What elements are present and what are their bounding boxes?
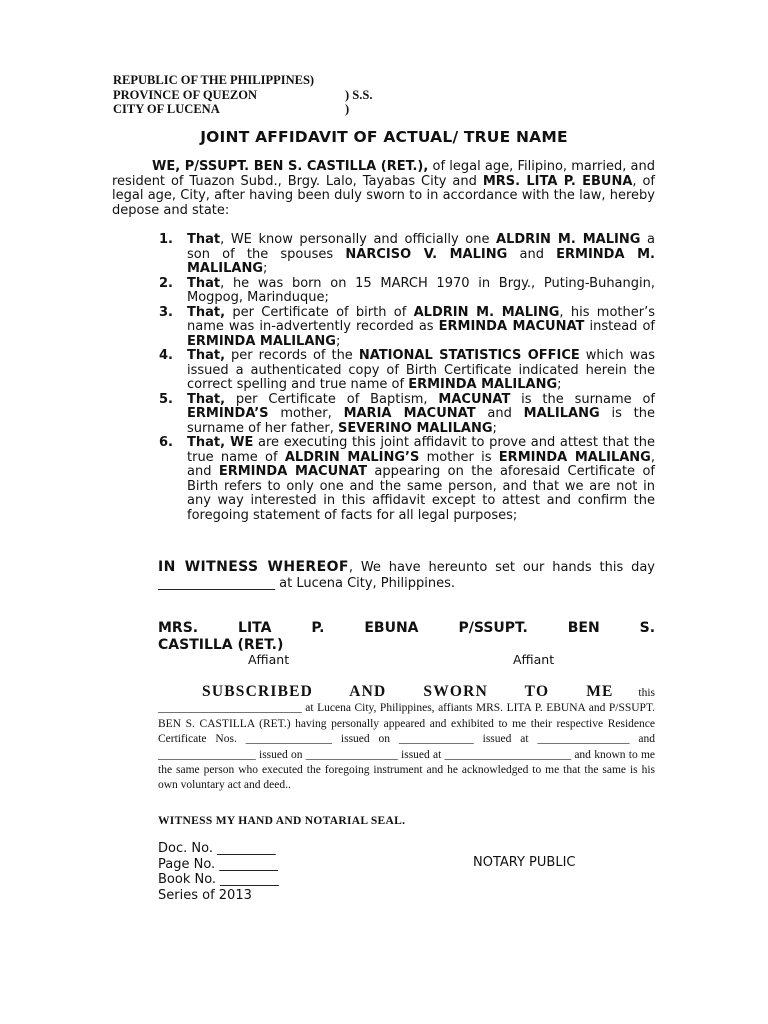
- item-text: mother,: [268, 406, 344, 421]
- item-text: is the surname of: [510, 391, 655, 407]
- item-text: , WE know personally and officially one: [220, 232, 497, 247]
- item-bold: ERMINDA’S: [187, 406, 269, 421]
- item-lead: That,: [187, 348, 226, 363]
- item-text: is the surname of her father,: [187, 406, 655, 436]
- item-bold: ERMINDA MACUNAT: [218, 464, 367, 479]
- item-text: , he was born on 15 MARCH 1970 in Brgy., Puting-Buhangin, Mogpog, Marinduque;: [187, 275, 655, 305]
- intro-affiant-2: MRS. LITA P. EBUNA: [482, 173, 633, 189]
- item-bold: ALDRIN MALING’S: [284, 449, 420, 465]
- caption-city: CITY OF LUCENA: [113, 102, 220, 116]
- caption-paren: ): [345, 102, 350, 116]
- item-text: per Certificate of Baptism,: [225, 391, 439, 407]
- intro-text-1: of legal age, Filipino, married, and resident of Tuazon Subd., Brgy. Lalo, Tayabas City and: [112, 159, 655, 189]
- item-text: are executing this joint affidavit to prove and attest that the true name of: [187, 435, 656, 465]
- intro-paragraph: [112, 160, 655, 218]
- caption-ss: ) S.S.: [345, 87, 373, 102]
- caption-line-city: [113, 102, 350, 117]
- item-text: instead of: [584, 319, 656, 334]
- item-bold: ALDRIN M. MALING: [413, 304, 560, 320]
- statement-list: [140, 233, 655, 523]
- jurat-text: this _________________________ at Lucena City, Philippines, affiants MRS. LITA P. EBUNA and P/SSUPT. BEN S. CASTILLA (RET.) having personally appeared and exhibited to me their respective Residence Certificate Nos. _______________ issued on _____________ issued at ________________ and _________________ issued on ________________ issued at ______________________ and known to me the same person who executed the foregoing instrument and he acknowledged to me that the same is his own voluntary act and deed..: [158, 687, 655, 792]
- intro-text-2: , of legal age, City, after having been duly sworn to in accordance with the law, hereby depose and state:: [112, 173, 656, 218]
- item-text: ;: [335, 333, 341, 349]
- signature-names-line: [158, 620, 655, 637]
- caption-line-province: [113, 87, 373, 103]
- item-number: 1.: [159, 232, 173, 247]
- statement-item-4: [140, 349, 655, 393]
- witness-text: , We have hereunto set our hands this day __________________ at Lucena City, Philippines.: [158, 560, 655, 591]
- item-text: ;: [263, 261, 268, 276]
- item-bold: ERMINDA MACUNAT: [438, 319, 585, 334]
- document-title: JOINT AFFIDAVIT OF ACTUAL/ TRUE NAME: [200, 128, 568, 146]
- series-year: Series of 2013: [158, 887, 252, 903]
- affiant-label-2: Affiant: [513, 652, 555, 667]
- intro-affiant-1: WE, P/SSUPT. BEN S. CASTILLA (RET.),: [152, 159, 429, 174]
- item-text: per Certificate of birth of: [225, 304, 414, 320]
- notary-public-label: NOTARY PUBLIC: [473, 855, 576, 870]
- item-text: which was issued a authenticated copy of Birth Certificate indicated herein the correct spelling and true name of: [187, 348, 655, 392]
- affiant-label-1: Affiant: [248, 652, 290, 667]
- statement-item-1: [140, 233, 655, 277]
- item-bold: MACUNAT: [438, 391, 511, 407]
- statement-item-2: [140, 277, 655, 306]
- item-number: 3.: [159, 304, 173, 320]
- item-bold: NARCISO V. MALING: [345, 246, 508, 262]
- jurat-lead: SUBSCRIBED AND SWORN TO ME: [202, 683, 614, 700]
- item-lead: That,: [187, 304, 226, 320]
- affiant-name-2-part: S.: [639, 620, 656, 636]
- item-number: 6.: [159, 435, 173, 450]
- witness-seal-line: WITNESS MY HAND AND NOTARIAL SEAL.: [158, 815, 406, 827]
- caption-republic: REPUBLIC OF THE PHILIPPINES): [113, 73, 315, 87]
- venue-caption: [113, 73, 373, 117]
- doc-number: Doc. No. _________: [158, 841, 276, 856]
- affiant-name-2-continued: CASTILLA (RET.): [158, 637, 284, 653]
- witness-lead: IN WITNESS WHEREOF: [158, 559, 349, 575]
- item-bold: ERMINDA MALILANG: [187, 333, 336, 349]
- item-lead: That,: [187, 391, 226, 407]
- item-number: 4.: [159, 348, 173, 363]
- item-text: and: [475, 406, 524, 421]
- item-text: mother is: [419, 449, 499, 465]
- item-number: 2.: [159, 275, 173, 291]
- affiant-name-1: MRS. LITA P. EBUNA: [158, 620, 419, 636]
- item-text: ;: [492, 420, 497, 436]
- caption-line-republic: [113, 73, 314, 88]
- affiant-name-2-part: P/SSUPT.: [458, 620, 528, 636]
- item-bold: MALILANG: [523, 406, 600, 421]
- item-lead: That, WE: [187, 435, 254, 450]
- item-bold: MARIA MACUNAT: [343, 406, 476, 421]
- affiant-name-2-part: BEN: [567, 620, 600, 636]
- item-bold: SEVERINO MALILANG: [338, 420, 493, 436]
- item-lead: That: [187, 275, 221, 291]
- item-text: ;: [557, 377, 562, 392]
- statement-item-6: [140, 436, 655, 523]
- item-bold: ERMINDA MALILANG: [498, 449, 651, 465]
- statement-item-3: [140, 306, 655, 350]
- item-bold: ALDRIN M. MALING: [496, 232, 641, 247]
- item-bold: ERMINDA M. MALILANG: [187, 246, 655, 276]
- jurat-paragraph: [158, 684, 655, 794]
- item-number: 5.: [159, 391, 173, 407]
- witness-paragraph: [158, 560, 655, 591]
- item-bold: ERMINDA MALILANG: [408, 377, 558, 392]
- book-number: Book No. _________: [158, 872, 279, 887]
- item-text: a son of the spouses: [187, 232, 655, 262]
- item-bold: NATIONAL STATISTICS OFFICE: [358, 348, 580, 363]
- item-text: appearing on the aforesaid Certificate of Birth refers to only one and the same person, and that we are not in any way interested in this affidavit except to attest and confirm the foregoing statement of facts for all legal purposes;: [187, 464, 655, 523]
- item-text: , his mother’s name was in-advertently recorded as: [187, 304, 655, 334]
- item-text: , and: [187, 449, 655, 479]
- caption-province: PROVINCE OF QUEZON: [113, 87, 257, 102]
- item-lead: That: [187, 232, 221, 247]
- page-number: Page No. _________: [158, 856, 278, 872]
- statement-item-5: [140, 393, 655, 437]
- item-text: per records of the: [225, 348, 359, 363]
- item-text: and: [507, 246, 557, 262]
- notarial-register: [158, 841, 279, 903]
